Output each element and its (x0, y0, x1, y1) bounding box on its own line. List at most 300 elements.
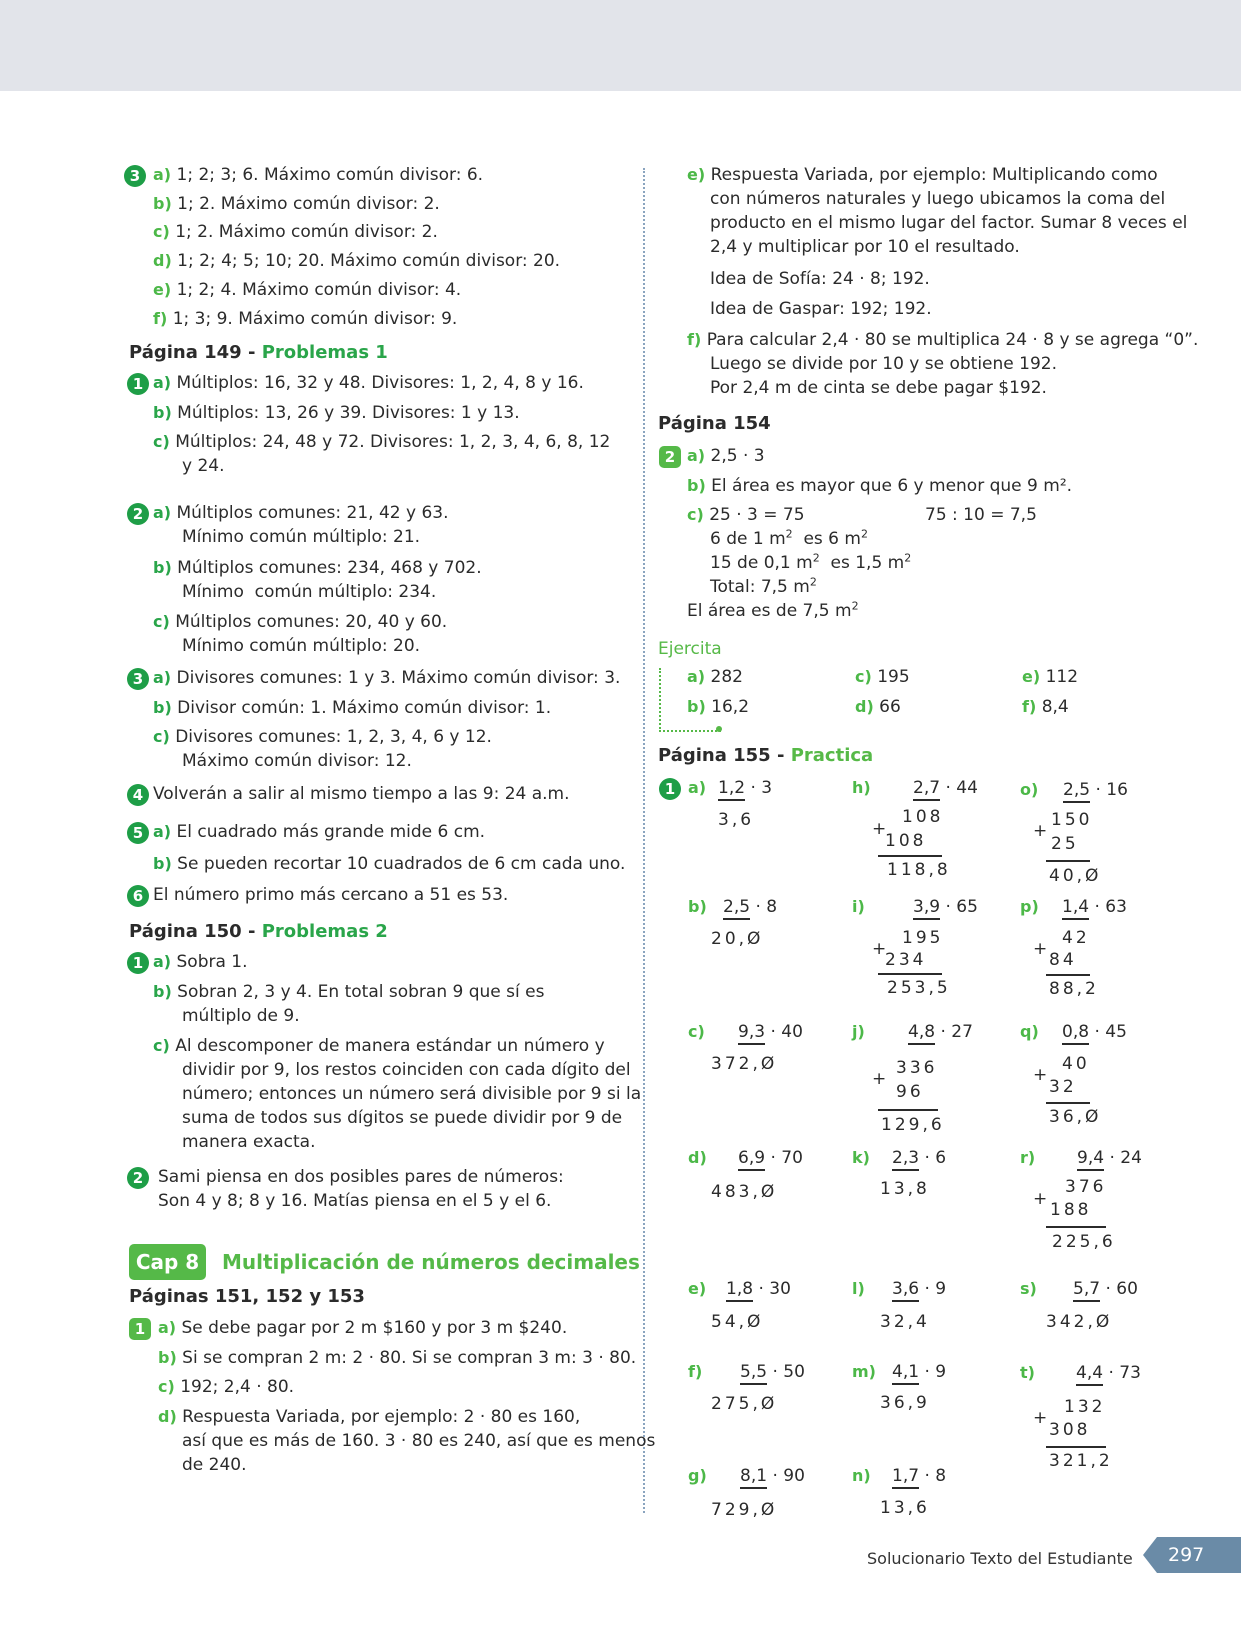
item-label: c) (688, 1022, 705, 1041)
answer-line (153, 220, 438, 244)
answer-text: Sobran 2, 3 y 4. En total sobran 9 que sí es (177, 982, 545, 1002)
ejercita-item (687, 665, 743, 689)
problem-expression (738, 1020, 803, 1044)
item-label: r) (1020, 1148, 1036, 1167)
ejercita-item (855, 665, 910, 689)
partial-product: 40 (1062, 1054, 1090, 1074)
factor: 6,9 (738, 1148, 765, 1171)
partial-product: 32 (1049, 1077, 1077, 1097)
item-label: e) (1022, 667, 1041, 686)
answer-line (153, 307, 457, 331)
heading-page: Página 149 - (129, 342, 262, 363)
answer-text: 6 de 1 m (710, 529, 786, 549)
superscript: 2 (904, 551, 912, 565)
answer-text: Divisores comunes: 1 y 3. Máximo común divisor: 3. (176, 668, 621, 688)
item-label: c) (153, 1036, 170, 1055)
answer-text: 2,4 y multiplicar por 10 el resultado. (710, 237, 1020, 257)
factor: 1,2 (718, 778, 745, 801)
problem-expression (740, 1464, 805, 1488)
item-label: c) (153, 432, 170, 451)
problem-expression (726, 1277, 791, 1301)
multiplier: · 45 (1094, 1022, 1127, 1042)
superscript: 2 (860, 527, 868, 541)
answer-line (153, 1034, 605, 1058)
answer-text: Divisor común: 1. Máximo común divisor: 1. (177, 698, 552, 718)
product: 342,Ø (1046, 1312, 1113, 1332)
item-label: q) (1020, 1022, 1039, 1041)
answer-text: Múltiplos comunes: 234, 468 y 702. (177, 558, 482, 578)
page-number: 297 (1168, 1544, 1205, 1566)
answer-text: El número primo más cercano a 51 es 53. (153, 885, 509, 905)
ejercita-item (687, 695, 749, 719)
ejercita-item (1022, 665, 1078, 689)
answer-text: y 24. (182, 456, 225, 476)
item-label: b) (153, 558, 172, 577)
superscript: 2 (812, 551, 820, 565)
answer-line (153, 820, 485, 844)
answer-text: 1; 2; 4; 5; 10; 20. Máximo común divisor: 20. (177, 251, 561, 271)
product: 729,Ø (711, 1500, 778, 1520)
item-label: d) (158, 1407, 177, 1426)
answer-line (153, 852, 625, 876)
exercise-badge: 1 (127, 373, 149, 395)
heading-topic: Practica (790, 745, 874, 766)
answer-text: Idea de Gaspar: 192; 192. (710, 299, 932, 319)
partial-product: 25 (1051, 834, 1079, 854)
multiplier: · 44 (945, 778, 978, 798)
problem-expression (913, 776, 978, 800)
problem-expression (892, 1360, 946, 1384)
problem-expression (723, 895, 777, 919)
item-label: a) (153, 668, 172, 687)
answer-line (153, 725, 492, 749)
heading-page: Página 155 - (658, 745, 791, 766)
equation: 25 · 3 = 75 (709, 505, 805, 525)
superscript: 2 (785, 527, 793, 541)
multiplier: · 90 (772, 1466, 805, 1486)
sum-line (1046, 974, 1090, 976)
item-label: s) (1020, 1279, 1037, 1298)
multiplier: · 9 (924, 1362, 947, 1382)
product: 483,Ø (711, 1182, 778, 1202)
partial-product: 188 (1050, 1200, 1092, 1220)
heading-page: Página 150 - (129, 921, 262, 942)
item-label: a) (687, 667, 706, 686)
exercise-badge: 6 (127, 885, 149, 907)
answer-text: Luego se divide por 10 y se obtiene 192. (710, 354, 1058, 374)
answer-text: Múltiplos comunes: 21, 42 y 63. (176, 503, 449, 523)
answer-line (153, 278, 461, 302)
factor: 1,4 (1062, 897, 1089, 920)
answer-text: Mínimo común múltiplo: 21. (182, 527, 421, 547)
item-label: b) (153, 194, 172, 213)
factor: 2,5 (1063, 780, 1090, 803)
multiplier: · 3 (750, 778, 773, 798)
item-label: d) (688, 1148, 707, 1167)
answer-value: 112 (1045, 667, 1079, 687)
answer-line (710, 527, 868, 551)
answer-line (153, 666, 620, 690)
answer-text: de 240. (182, 1455, 247, 1475)
partial-product: 96 (896, 1082, 924, 1102)
partial-product: 234 (885, 950, 927, 970)
product: 54,Ø (711, 1312, 764, 1332)
item-label: c) (855, 667, 872, 686)
answer-line (153, 610, 447, 634)
answer-text: Se pueden recortar 10 cuadrados de 6 cm cada uno. (177, 854, 626, 874)
answer-line (153, 430, 610, 454)
factor: 5,5 (740, 1362, 767, 1385)
answer-text: Mínimo común múltiplo: 20. (182, 636, 421, 656)
answer-text: 1; 2. Máximo común divisor: 2. (175, 222, 438, 242)
top-band (0, 0, 1241, 91)
answer-text: Divisores comunes: 1, 2, 3, 4, 6 y 12. (175, 727, 492, 747)
item-label: a) (153, 952, 172, 971)
answer-text: Respuesta Variada, por ejemplo: Multiplicando como (710, 165, 1158, 185)
item-label: n) (852, 1466, 871, 1485)
problem-expression (892, 1464, 946, 1488)
section-heading (129, 342, 388, 363)
superscript: 2 (851, 599, 859, 613)
chapter-tag: Cap 8 (129, 1244, 206, 1280)
item-label: f) (153, 309, 168, 328)
item-label: a) (153, 373, 172, 392)
answer-text: Mínimo común múltiplo: 234. (182, 582, 437, 602)
factor: 4,8 (908, 1022, 935, 1045)
answer-text: Son 4 y 8; 8 y 16. Matías piensa en el 5 y el 6. (158, 1191, 552, 1211)
exercise-badge: 5 (127, 822, 149, 844)
answer-line (153, 401, 520, 425)
answer-line (153, 371, 584, 395)
answer-line (153, 501, 449, 525)
product: 40,Ø (1049, 866, 1102, 886)
equation: 75 : 10 = 7,5 (925, 505, 1037, 525)
plus-sign: + (1033, 1408, 1051, 1428)
exercise-badge: 1 (127, 952, 149, 974)
product: 13,8 (880, 1179, 930, 1199)
section-heading: Páginas 151, 152 y 153 (129, 1286, 365, 1307)
answer-line (153, 980, 544, 1004)
answer-value: 195 (877, 667, 910, 687)
partial-product: 195 (902, 928, 944, 948)
item-label: b) (687, 697, 706, 716)
ejercita-item (855, 695, 901, 719)
answer-text: Si se compran 2 m: 2 · 80. Si se compran 3 m: 3 · 80. (182, 1348, 637, 1368)
item-label: j) (852, 1022, 865, 1041)
item-label: b) (688, 897, 707, 916)
answer-text: con números naturales y luego ubicamos la coma del (710, 189, 1166, 209)
item-label: b) (687, 476, 706, 495)
item-label: b) (153, 854, 172, 873)
answer-line (687, 328, 1198, 352)
answer-text: producto en el mismo lugar del factor. Sumar 8 veces el (710, 213, 1188, 233)
answer-line (158, 1405, 580, 1429)
factor: 2,5 (723, 897, 750, 920)
answer-line (687, 163, 1158, 187)
answer-text: Por 2,4 m de cinta se debe pagar $192. (710, 378, 1047, 398)
exercise-badge: 1 (659, 778, 681, 800)
column-divider (643, 168, 645, 1513)
product: 321,2 (1049, 1451, 1113, 1471)
answer-text: así que es más de 160. 3 · 80 es 240, así que es menos (182, 1431, 656, 1451)
answer-line (153, 192, 440, 216)
answer-line (687, 599, 859, 623)
item-label: p) (1020, 897, 1039, 916)
sum-line (1046, 1446, 1106, 1448)
superscript: 2 (809, 575, 817, 589)
problem-expression (738, 1146, 803, 1170)
partial-product: 132 (1064, 1397, 1106, 1417)
item-label: a) (687, 446, 706, 465)
multiplier: · 70 (770, 1148, 803, 1168)
exercise-badge: 3 (124, 165, 146, 187)
plus-sign: + (1033, 1065, 1051, 1085)
answer-text: 15 de 0,1 m (710, 553, 813, 573)
item-label: f) (1022, 697, 1037, 716)
partial-product: 108 (902, 807, 944, 827)
answer-text: múltiplo de 9. (182, 1006, 300, 1026)
item-label: h) (852, 778, 871, 797)
exercise-badge: 3 (127, 668, 149, 690)
answer-text: Sobra 1. (176, 952, 248, 972)
product: 275,Ø (711, 1394, 778, 1414)
plus-sign: + (872, 1069, 890, 1089)
item-label: d) (855, 697, 874, 716)
item-label: a) (688, 778, 707, 797)
item-label: l) (852, 1279, 865, 1298)
chapter-title: Multiplicación de números decimales (222, 1250, 640, 1274)
item-label: a) (153, 165, 172, 184)
ejercita-title: Ejercita (658, 639, 722, 659)
answer-line (710, 575, 817, 599)
answer-text: El cuadrado más grande mide 6 cm. (176, 822, 486, 842)
answer-text: Múltiplos: 16, 32 y 48. Divisores: 1, 2, 4, 8 y 16. (176, 373, 584, 393)
item-label: t) (1020, 1363, 1035, 1382)
multiplier: · 50 (772, 1362, 805, 1382)
factor: 3,6 (892, 1279, 919, 1302)
sum-line (878, 973, 942, 975)
answer-text: Respuesta Variada, por ejemplo: 2 · 80 es 160, (182, 1407, 581, 1427)
problem-expression (1063, 778, 1128, 802)
problem-expression (1062, 1020, 1127, 1044)
item-label: c) (153, 222, 170, 241)
partial-product: 42 (1062, 928, 1090, 948)
answer-text: es 6 m (792, 529, 861, 549)
answer-line (687, 474, 1072, 498)
ejercita-item (1022, 695, 1069, 719)
answer-text: Múltiplos: 13, 26 y 39. Divisores: 1 y 13. (177, 403, 520, 423)
section-heading (658, 745, 873, 766)
item-label: i) (852, 897, 865, 916)
plus-sign: + (1033, 1189, 1051, 1209)
answer-text: 1; 2; 3; 6. Máximo común divisor: 6. (176, 165, 484, 185)
answer-text: Sami piensa en dos posibles pares de números: (158, 1167, 564, 1187)
item-label: e) (688, 1279, 707, 1298)
item-label: c) (153, 727, 170, 746)
item-label: f) (688, 1362, 703, 1381)
factor: 9,4 (1077, 1148, 1104, 1171)
answer-text: Total: 7,5 m (710, 577, 810, 597)
factor: 5,7 (1073, 1279, 1100, 1302)
problem-expression (718, 776, 772, 800)
answer-text: manera exacta. (182, 1132, 316, 1152)
multiplier: · 8 (924, 1466, 947, 1486)
answer-text: El área es mayor que 6 y menor que 9 m². (711, 476, 1073, 496)
plus-sign: + (872, 819, 890, 839)
sum-line (878, 855, 942, 857)
answer-line (158, 1375, 294, 1399)
answer-line (153, 163, 483, 187)
answer-text: suma de todos sus dígitos se puede dividir por 9 de (182, 1108, 623, 1128)
sum-line (1046, 1226, 1106, 1228)
answer-text: dividir por 9, los restos coinciden con cada dígito del (182, 1060, 631, 1080)
multiplier: · 8 (755, 897, 778, 917)
answer-line (153, 696, 551, 720)
answer-line (153, 249, 560, 273)
partial-product: 308 (1049, 1420, 1091, 1440)
plus-sign: + (872, 939, 890, 959)
answer-line (153, 556, 482, 580)
sum-line (1046, 860, 1090, 862)
factor: 4,1 (892, 1362, 919, 1385)
factor: 0,8 (1062, 1022, 1089, 1045)
item-label: m) (852, 1362, 876, 1381)
product: 3,6 (718, 810, 755, 830)
answer-value: 66 (879, 697, 901, 717)
product: 118,8 (887, 860, 951, 880)
item-label: b) (153, 403, 172, 422)
problem-expression (908, 1020, 973, 1044)
factor: 1,7 (892, 1466, 919, 1489)
plus-sign: + (1033, 939, 1051, 959)
partial-product: 150 (1051, 810, 1093, 830)
partial-product: 84 (1049, 950, 1077, 970)
problem-expression (1062, 895, 1127, 919)
factor: 2,7 (913, 778, 940, 801)
footer-title: Solucionario Texto del Estudiante (867, 1549, 1133, 1568)
answer-text: Se debe pagar por 2 m $160 y por 3 m $240. (181, 1318, 568, 1338)
answer-text: El área es de 7,5 m (687, 601, 852, 621)
factor: 2,3 (892, 1148, 919, 1171)
factor: 4,4 (1076, 1363, 1103, 1386)
item-label: e) (687, 165, 706, 184)
answer-text: es 1,5 m (819, 553, 905, 573)
heading-topic: Problemas 2 (261, 921, 388, 942)
item-label: b) (153, 982, 172, 1001)
product: 20,Ø (711, 929, 764, 949)
multiplier: · 40 (770, 1022, 803, 1042)
product: 36,Ø (1049, 1107, 1102, 1127)
product: 129,6 (881, 1115, 945, 1135)
answer-text: Al descomponer de manera estándar un número y (175, 1036, 605, 1056)
item-label: a) (153, 503, 172, 522)
product: 88,2 (1049, 979, 1099, 999)
multiplier: · 60 (1105, 1279, 1138, 1299)
answer-text: Idea de Sofía: 24 · 8; 192. (710, 269, 930, 289)
answer-text: 2,5 · 3 (710, 446, 765, 466)
answer-value: 282 (710, 667, 743, 687)
partial-product: 336 (896, 1058, 938, 1078)
item-label: c) (687, 505, 704, 524)
plus-sign: + (1033, 821, 1051, 841)
multiplier: · 73 (1108, 1363, 1141, 1383)
exercise-badge: 1 (129, 1318, 151, 1340)
multiplier: · 9 (924, 1279, 947, 1299)
section-heading (129, 921, 388, 942)
exercise-badge: 2 (659, 446, 681, 468)
answer-line (710, 551, 911, 575)
multiplier: · 16 (1095, 780, 1128, 800)
item-label: a) (153, 822, 172, 841)
item-label: b) (158, 1348, 177, 1367)
answer-value: 8,4 (1041, 697, 1069, 717)
factor: 1,8 (726, 1279, 753, 1302)
item-label: k) (852, 1148, 870, 1167)
item-label: f) (687, 330, 702, 349)
section-heading: Página 154 (658, 413, 771, 434)
item-label: o) (1020, 780, 1039, 799)
problem-expression (892, 1277, 946, 1301)
answer-text: Volverán a salir al mismo tiempo a las 9: 24 a.m. (153, 784, 570, 804)
factor: 3,9 (913, 897, 940, 920)
product: 253,5 (887, 978, 951, 998)
item-label: g) (688, 1466, 707, 1485)
partial-product: 108 (885, 831, 927, 851)
partial-product: 376 (1065, 1177, 1107, 1197)
heading-topic: Problemas 1 (261, 342, 388, 363)
product: 13,6 (880, 1498, 930, 1518)
multiplier: · 24 (1109, 1148, 1142, 1168)
answer-text: 1; 3; 9. Máximo común divisor: 9. (172, 309, 458, 329)
factor: 8,1 (740, 1466, 767, 1489)
multiplier: · 30 (758, 1279, 791, 1299)
answer-text: Máximo común divisor: 12. (182, 751, 412, 771)
exercise-badge: 2 (127, 503, 149, 525)
item-label: e) (153, 280, 172, 299)
answer-text: 1; 2; 4. Máximo común divisor: 4. (176, 280, 462, 300)
answer-line (158, 1316, 567, 1340)
sum-line (1046, 1102, 1090, 1104)
answer-text: 1; 2. Máximo común divisor: 2. (177, 194, 440, 214)
exercise-badge: 4 (127, 784, 149, 806)
answer-text: Múltiplos: 24, 48 y 72. Divisores: 1, 2, 3, 4, 6, 8, 12 (175, 432, 611, 452)
answer-value: 16,2 (711, 697, 750, 717)
ejercita-dot (716, 726, 722, 732)
answer-line (687, 503, 805, 527)
problem-expression (740, 1360, 805, 1384)
multiplier: · 6 (924, 1148, 947, 1168)
item-label: a) (158, 1318, 177, 1337)
answer-line (158, 1346, 636, 1370)
exercise-badge: 2 (127, 1167, 149, 1189)
answer-text: Para calcular 2,4 · 80 se multiplica 24 · 8 y se agrega “0”. (706, 330, 1199, 350)
item-label: d) (153, 251, 172, 270)
product: 372,Ø (711, 1054, 778, 1074)
multiplier: · 63 (1094, 897, 1127, 917)
answer-text: 192; 2,4 · 80. (180, 1377, 295, 1397)
factor: 9,3 (738, 1022, 765, 1045)
sum-line (878, 1109, 938, 1111)
multiplier: · 65 (945, 897, 978, 917)
item-label: b) (153, 698, 172, 717)
problem-expression (1077, 1146, 1142, 1170)
item-label: c) (158, 1377, 175, 1396)
item-label: c) (153, 612, 170, 631)
problem-expression (1073, 1277, 1138, 1301)
problem-expression (892, 1146, 946, 1170)
problem-expression (913, 895, 978, 919)
multiplier: · 27 (940, 1022, 973, 1042)
